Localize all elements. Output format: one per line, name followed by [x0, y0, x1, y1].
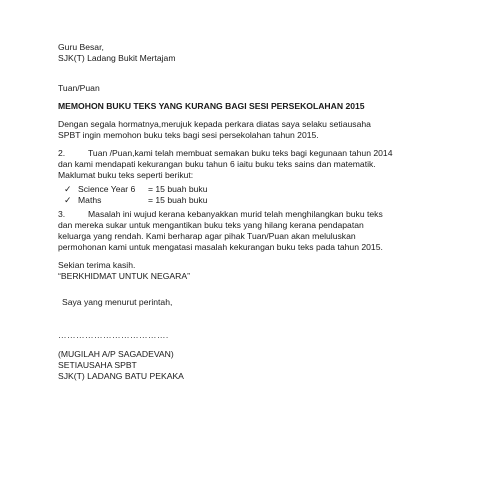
paragraph-2-line-2: dan kami mendapati kekurangan buku tahun 6 iaitu buku teks sains dan matematik. — [58, 159, 376, 169]
book-name: Science Year 6 — [78, 184, 136, 194]
paragraph-2-line-3: Maklumat buku teks seperti berikut: — [58, 170, 194, 180]
motto: “BERKHIDMAT UNTUK NEGARA” — [58, 271, 190, 281]
check-icon: ✓ — [64, 195, 72, 205]
paragraph-1-line-2: SPBT ingin memohon buku teks bagi sesi persekolahan tahun 2015. — [58, 130, 319, 140]
subject-heading: MEMOHON BUKU TEKS YANG KURANG BAGI SESI PERSEKOLAHAN 2015 — [58, 101, 365, 111]
paragraph-3-line-2: dan mereka sukar untuk mengantikan buku teks yang hilang kerana pendapatan — [58, 220, 364, 230]
paragraph-3-line-1: Masalah ini wujud kerana kebanyakkan murid telah menghilangkan buku teks — [88, 209, 383, 219]
salutation: Tuan/Puan — [58, 83, 100, 93]
paragraph-3-number: 3. — [58, 209, 66, 219]
signature-line: ………………………………. — [58, 330, 169, 340]
paragraph-3-line-3: keluarga yang rendah. Kami berharap agar pihak Tuan/Puan akan meluluskan — [58, 231, 356, 241]
paragraph-1-line-1: Dengan segala hormatnya,merujuk kepada perkara diatas saya selaku setiausaha — [58, 119, 371, 129]
sender-school: SJK(T) LADANG BATU PEKAKA — [58, 371, 184, 381]
sender-title: SETIAUSAHA SPBT — [58, 360, 137, 370]
book-quantity: = 15 buah buku — [148, 184, 208, 194]
check-icon: ✓ — [64, 184, 72, 194]
paragraph-2-number: 2. — [58, 148, 66, 158]
book-name: Maths — [78, 195, 102, 205]
recipient-line-1: Guru Besar, — [58, 42, 104, 52]
paragraph-2-line-1: Tuan /Puan,kami telah membuat semakan buku teks bagi kegunaan tahun 2014 — [88, 148, 393, 158]
sign-off: Saya yang menurut perintah, — [62, 297, 173, 307]
closing: Sekian terima kasih. — [58, 260, 136, 270]
book-quantity: = 15 buah buku — [148, 195, 208, 205]
recipient-line-2: SJK(T) Ladang Bukit Mertajam — [58, 53, 176, 63]
paragraph-3-line-4: permohonan kami untuk mengatasi masalah kekurangan buku teks pada tahun 2015. — [58, 242, 383, 252]
sender-name: (MUGILAH A/P SAGADEVAN) — [58, 349, 174, 359]
